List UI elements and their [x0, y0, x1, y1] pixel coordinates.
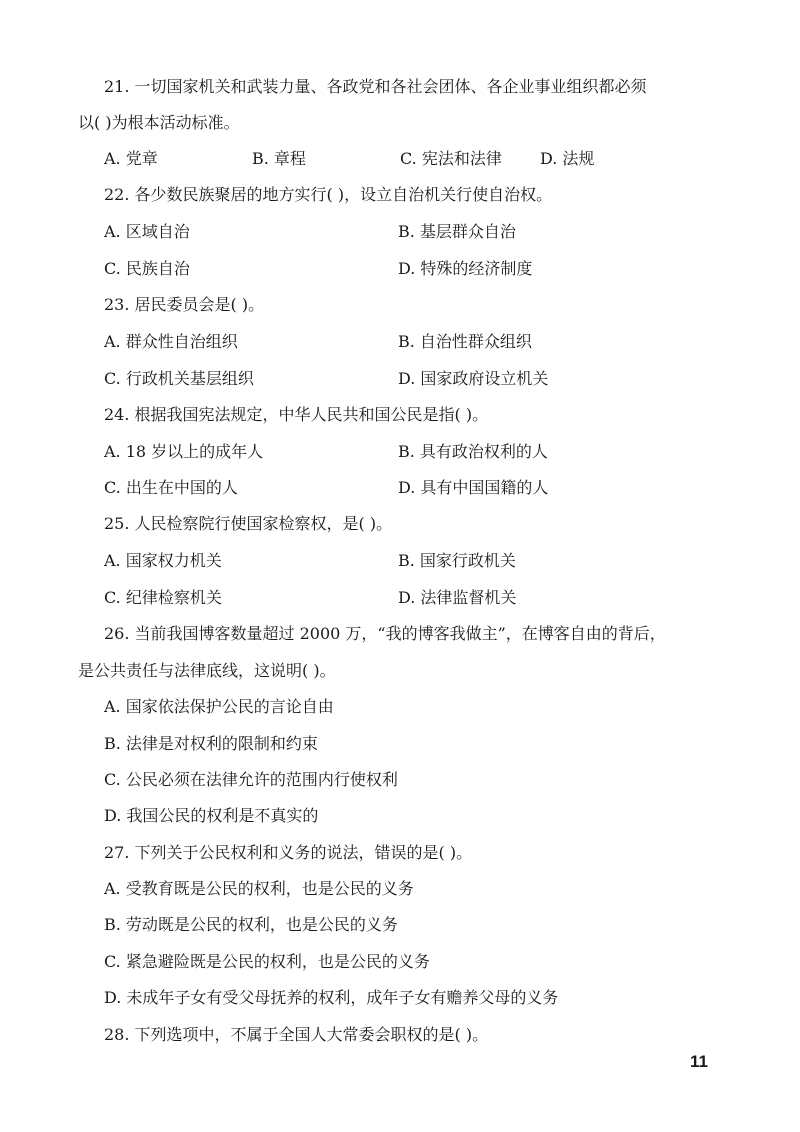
question-25-option-d: D. 法律监督机关: [398, 588, 517, 607]
question-22-option-a: A. 区域自治: [104, 222, 190, 241]
question-26-stem-line2: 是公共责任与法律底线，这说明( )。: [78, 661, 336, 680]
question-22-option-d: D. 特殊的经济制度: [398, 259, 533, 278]
question-23-option-b: B. 自治性群众组织: [398, 332, 532, 351]
page-number: 11: [690, 1052, 708, 1071]
question-26-option-a: A. 国家依法保护公民的言论自由: [104, 697, 334, 716]
question-24-option-a: A. 18 岁以上的成年人: [104, 442, 264, 461]
question-21-option-d: D. 法规: [540, 149, 595, 168]
question-22-option-b: B. 基层群众自治: [398, 222, 516, 241]
question-28-stem: 28. 下列选项中，不属于全国人大常委会职权的是( )。: [104, 1025, 489, 1044]
question-21-stem-line2: 以( )为根本活动标准。: [78, 113, 240, 132]
question-24-option-c: C. 出生在中国的人: [104, 478, 238, 497]
question-25-stem: 25. 人民检察院行使国家检察权，是( )。: [104, 514, 393, 533]
question-25-option-c: C. 纪律检察机关: [104, 588, 222, 607]
question-27-option-b: B. 劳动既是公民的权利，也是公民的义务: [104, 915, 398, 934]
question-23-option-a: A. 群众性自治组织: [104, 332, 238, 351]
question-26-option-d: D. 我国公民的权利是不真实的: [104, 806, 319, 825]
question-24-stem: 24. 根据我国宪法规定，中华人民共和国公民是指( )。: [104, 405, 489, 424]
question-22-stem: 22. 各少数民族聚居的地方实行( )，设立自治机关行使自治权。: [104, 185, 553, 204]
question-21-option-c: C. 宪法和法律: [400, 149, 502, 168]
question-27-stem: 27. 下列关于公民权利和义务的说法，错误的是( )。: [104, 843, 473, 862]
question-21-option-b: B. 章程: [252, 149, 306, 168]
question-25-option-b: B. 国家行政机关: [398, 551, 516, 570]
question-26-option-c: C. 公民必须在法律允许的范围内行使权利: [104, 770, 398, 789]
question-27-option-a: A. 受教育既是公民的权利，也是公民的义务: [104, 879, 414, 898]
question-24-option-b: B. 具有政治权利的人: [398, 442, 548, 461]
question-23-option-c: C. 行政机关基层组织: [104, 369, 254, 388]
question-23-option-d: D. 国家政府设立机关: [398, 369, 549, 388]
question-22-option-c: C. 民族自治: [104, 259, 190, 278]
question-26-stem-line1: 26. 当前我国博客数量超过 2000 万，“我的博客我做主”，在博客自由的背后，: [104, 624, 666, 643]
question-27-option-d: D. 未成年子女有受父母抚养的权利，成年子女有赡养父母的义务: [104, 988, 559, 1007]
question-23-stem: 23. 居民委员会是( )。: [104, 295, 265, 314]
question-26-option-b: B. 法律是对权利的限制和约束: [104, 734, 318, 753]
question-27-option-c: C. 紧急避险既是公民的权利，也是公民的义务: [104, 952, 430, 971]
question-21-stem-line1: 21. 一切国家机关和武装力量、各政党和各社会团体、各企业事业组织都必须: [104, 77, 647, 96]
question-24-option-d: D. 具有中国国籍的人: [398, 478, 549, 497]
question-25-option-a: A. 国家权力机关: [104, 551, 222, 570]
question-21-option-a: A. 党章: [104, 149, 158, 168]
